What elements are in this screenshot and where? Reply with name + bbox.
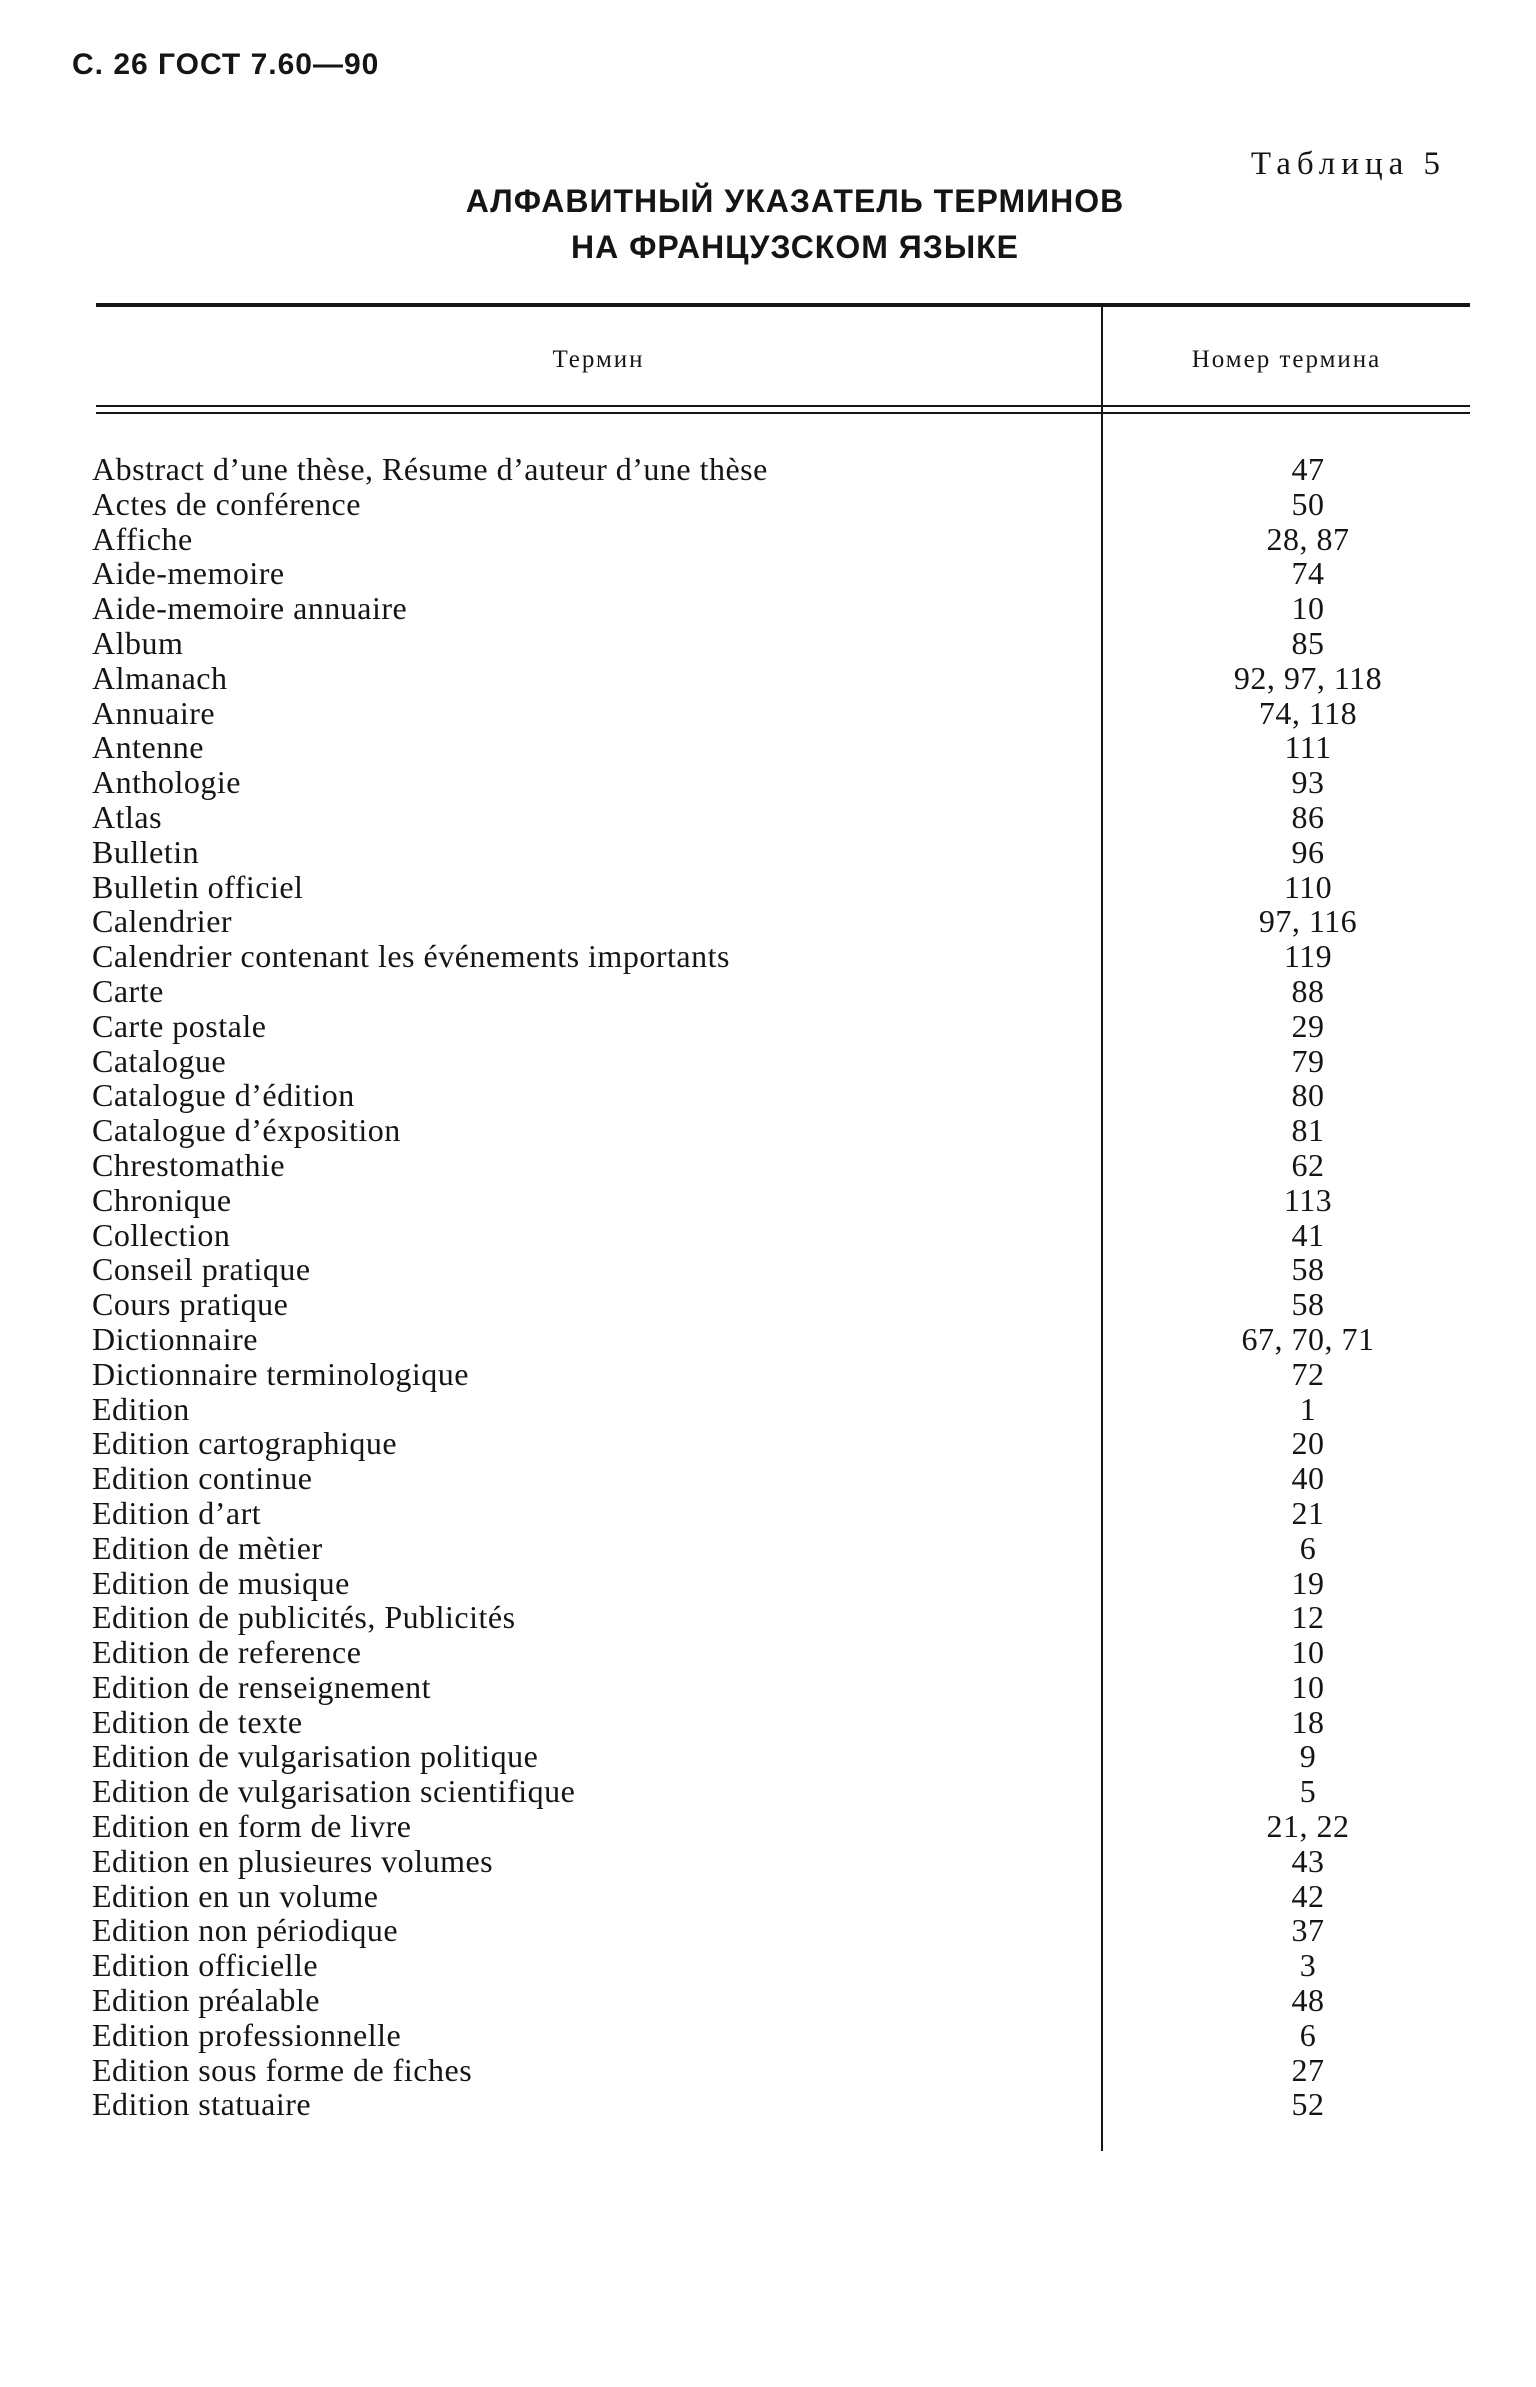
term-text: Catalogue d’éxposition bbox=[92, 1112, 401, 1149]
table-top-rule bbox=[96, 303, 1470, 307]
table-row bbox=[0, 1948, 1536, 1983]
table-row bbox=[0, 1078, 1536, 1113]
term-number: 81 bbox=[1291, 1112, 1325, 1149]
table-row bbox=[0, 452, 1536, 487]
term-text: Edition d’art bbox=[92, 1494, 262, 1531]
table-row bbox=[0, 2053, 1536, 2088]
table-row bbox=[0, 800, 1536, 835]
table-row bbox=[0, 556, 1536, 591]
term-number: 119 bbox=[1283, 938, 1333, 975]
term-text: Conseil pratique bbox=[92, 1251, 311, 1288]
term-text: Edition en un volume bbox=[92, 1877, 379, 1914]
table-row bbox=[0, 1600, 1536, 1635]
table-label: Таблица 5 bbox=[1250, 146, 1446, 182]
term-number: 41 bbox=[1291, 1216, 1325, 1253]
term-number: 62 bbox=[1291, 1146, 1325, 1183]
term-text: Edition en form de livre bbox=[92, 1808, 412, 1845]
table-row bbox=[0, 1461, 1536, 1496]
table-row bbox=[0, 1113, 1536, 1148]
table-row bbox=[0, 2087, 1536, 2122]
term-number: 37 bbox=[1291, 1912, 1325, 1949]
table-row bbox=[0, 1566, 1536, 1601]
table-row bbox=[0, 626, 1536, 661]
table-row bbox=[0, 765, 1536, 800]
table-row bbox=[0, 1218, 1536, 1253]
term-text: Edition de renseignement bbox=[92, 1668, 432, 1705]
term-text: Calendrier contenant les événements importants bbox=[92, 938, 730, 975]
header-rule-double bbox=[96, 412, 1470, 414]
table-row bbox=[0, 1148, 1536, 1183]
term-text: Edition en plusieures volumes bbox=[92, 1842, 494, 1879]
table-row bbox=[0, 1531, 1536, 1566]
term-text: Edition non périodique bbox=[92, 1912, 399, 1949]
term-number: 47 bbox=[1291, 451, 1325, 487]
term-text: Edition cartographique bbox=[92, 1425, 398, 1462]
term-text: Atlas bbox=[92, 798, 163, 835]
term-text: Collection bbox=[92, 1216, 231, 1253]
term-number: 72 bbox=[1291, 1355, 1325, 1392]
table-row bbox=[0, 2018, 1536, 2053]
term-number: 3 bbox=[1299, 1947, 1317, 1984]
term-number: 6 bbox=[1299, 2016, 1317, 2053]
term-text: Edition statuaire bbox=[92, 2086, 312, 2123]
table-row bbox=[0, 1183, 1536, 1218]
term-number: 74 bbox=[1291, 555, 1325, 592]
header-rule bbox=[96, 405, 1470, 407]
term-number: 40 bbox=[1291, 1460, 1325, 1497]
term-number: 110 bbox=[1283, 868, 1333, 905]
table-row bbox=[0, 835, 1536, 870]
term-text: Album bbox=[92, 624, 184, 661]
term-number: 10 bbox=[1291, 1668, 1325, 1705]
table-row bbox=[0, 730, 1536, 765]
term-number: 27 bbox=[1291, 2051, 1325, 2088]
term-text: Bulletin bbox=[92, 833, 200, 870]
term-number: 21 bbox=[1291, 1494, 1325, 1531]
term-text: Antenne bbox=[92, 729, 204, 766]
term-number: 97, 116 bbox=[1258, 903, 1358, 940]
table-row bbox=[0, 1635, 1536, 1670]
term-text: Catalogue d’édition bbox=[92, 1077, 355, 1114]
term-number: 93 bbox=[1291, 764, 1325, 801]
term-text: Edition professionnelle bbox=[92, 2016, 402, 2053]
table-row bbox=[0, 1879, 1536, 1914]
term-number: 111 bbox=[1284, 729, 1332, 766]
term-number: 5 bbox=[1299, 1773, 1317, 1810]
term-number: 48 bbox=[1291, 1982, 1325, 2019]
table-row bbox=[0, 904, 1536, 939]
term-text: Edition de musique bbox=[92, 1564, 350, 1601]
table-row bbox=[0, 1774, 1536, 1809]
table-row bbox=[0, 974, 1536, 1009]
document-title bbox=[0, 178, 1536, 270]
term-text: Edition bbox=[92, 1390, 190, 1427]
table-row bbox=[0, 1670, 1536, 1705]
term-number: 113 bbox=[1283, 1181, 1333, 1218]
term-text: Actes de conférence bbox=[92, 485, 361, 522]
term-text: Dictionnaire terminologique bbox=[92, 1355, 469, 1392]
term-text: Calendrier bbox=[92, 903, 233, 940]
term-text: Affiche bbox=[92, 520, 193, 557]
table-row bbox=[0, 1809, 1536, 1844]
table-row bbox=[0, 591, 1536, 626]
table-row bbox=[0, 696, 1536, 731]
table-row bbox=[0, 1913, 1536, 1948]
term-number: 42 bbox=[1291, 1877, 1325, 1914]
term-text: Anthologie bbox=[92, 764, 241, 801]
term-text: Bulletin officiel bbox=[92, 868, 304, 905]
term-text: Edition de vulgarisation politique bbox=[92, 1738, 539, 1775]
table-row bbox=[0, 939, 1536, 974]
term-text: Carte bbox=[92, 972, 164, 1009]
term-number: 10 bbox=[1291, 1634, 1325, 1671]
table-row bbox=[0, 1496, 1536, 1531]
term-number: 85 bbox=[1291, 624, 1325, 661]
table-row bbox=[0, 1739, 1536, 1774]
term-text: Chrestomathie bbox=[92, 1146, 286, 1183]
term-number: 52 bbox=[1291, 2086, 1325, 2123]
table-row bbox=[0, 487, 1536, 522]
term-text: Edition officielle bbox=[92, 1947, 319, 1984]
term-text: Carte postale bbox=[92, 1007, 267, 1044]
term-text: Edition de publicités, Publicités bbox=[92, 1599, 516, 1636]
term-text: Edition de texte bbox=[92, 1703, 303, 1740]
term-number: 58 bbox=[1291, 1251, 1325, 1288]
term-number: 10 bbox=[1291, 590, 1325, 627]
table-row bbox=[0, 870, 1536, 905]
column-header-term: Термин bbox=[552, 346, 645, 373]
term-index-table bbox=[0, 452, 1536, 2122]
table-row bbox=[0, 1252, 1536, 1287]
term-text: Edition de reference bbox=[92, 1634, 362, 1671]
term-number: 50 bbox=[1291, 485, 1325, 522]
term-number: 74, 118 bbox=[1258, 694, 1358, 731]
term-text: Cours pratique bbox=[92, 1286, 289, 1323]
document-title-line-2: НА ФРАНЦУЗСКОМ ЯЗЫКЕ bbox=[570, 229, 1020, 265]
table-row bbox=[0, 1287, 1536, 1322]
term-number: 29 bbox=[1291, 1007, 1325, 1044]
term-text: Almanach bbox=[92, 659, 228, 696]
term-text: Aide-memoire annuaire bbox=[92, 590, 408, 627]
term-number: 18 bbox=[1291, 1703, 1325, 1740]
page-header: С. 26 ГОСТ 7.60—90 bbox=[72, 48, 380, 81]
term-number: 58 bbox=[1291, 1286, 1325, 1323]
term-number: 19 bbox=[1291, 1564, 1325, 1601]
table-row bbox=[0, 1983, 1536, 2018]
term-text: Annuaire bbox=[92, 694, 216, 731]
term-text: Catalogue bbox=[92, 1042, 227, 1079]
table-row bbox=[0, 661, 1536, 696]
term-number: 92, 97, 118 bbox=[1233, 659, 1383, 696]
term-text: Chronique bbox=[92, 1181, 232, 1218]
term-number: 28, 87 bbox=[1266, 520, 1350, 557]
term-number: 9 bbox=[1299, 1738, 1317, 1775]
term-text: Edition de mètier bbox=[92, 1529, 323, 1566]
term-number: 43 bbox=[1291, 1842, 1325, 1879]
table-row bbox=[0, 1044, 1536, 1079]
table-row bbox=[0, 1844, 1536, 1879]
term-number: 12 bbox=[1291, 1599, 1325, 1636]
term-number: 6 bbox=[1299, 1529, 1317, 1566]
table-row bbox=[0, 1322, 1536, 1357]
term-text: Edition préalable bbox=[92, 1982, 320, 2019]
column-header-number: Номер термина bbox=[1191, 346, 1382, 373]
term-number: 21, 22 bbox=[1266, 1808, 1350, 1845]
table-row bbox=[0, 1426, 1536, 1461]
table-row bbox=[0, 1009, 1536, 1044]
term-text: Abstract d’une thèse, Résume d’auteur d’une thèse bbox=[92, 451, 768, 487]
term-number: 96 bbox=[1291, 833, 1325, 870]
table-row bbox=[0, 1705, 1536, 1740]
term-text: Aide-memoire bbox=[92, 555, 285, 592]
term-number: 88 bbox=[1291, 972, 1325, 1009]
term-text: Dictionnaire bbox=[92, 1320, 258, 1357]
table-row bbox=[0, 522, 1536, 557]
document-title-line-1: АЛФАВИТНЫЙ УКАЗАТЕЛЬ ТЕРМИНОВ bbox=[465, 183, 1125, 219]
term-text: Edition continue bbox=[92, 1460, 313, 1497]
term-number: 79 bbox=[1291, 1042, 1325, 1079]
table-row bbox=[0, 1357, 1536, 1392]
term-number: 86 bbox=[1291, 798, 1325, 835]
term-number: 80 bbox=[1291, 1077, 1325, 1114]
term-number: 1 bbox=[1299, 1390, 1317, 1427]
term-text: Edition sous forme de fiches bbox=[92, 2051, 473, 2088]
table-row bbox=[0, 1392, 1536, 1427]
term-number: 67, 70, 71 bbox=[1241, 1320, 1375, 1357]
term-number: 20 bbox=[1291, 1425, 1325, 1462]
term-text: Edition de vulgarisation scientifique bbox=[92, 1773, 576, 1810]
